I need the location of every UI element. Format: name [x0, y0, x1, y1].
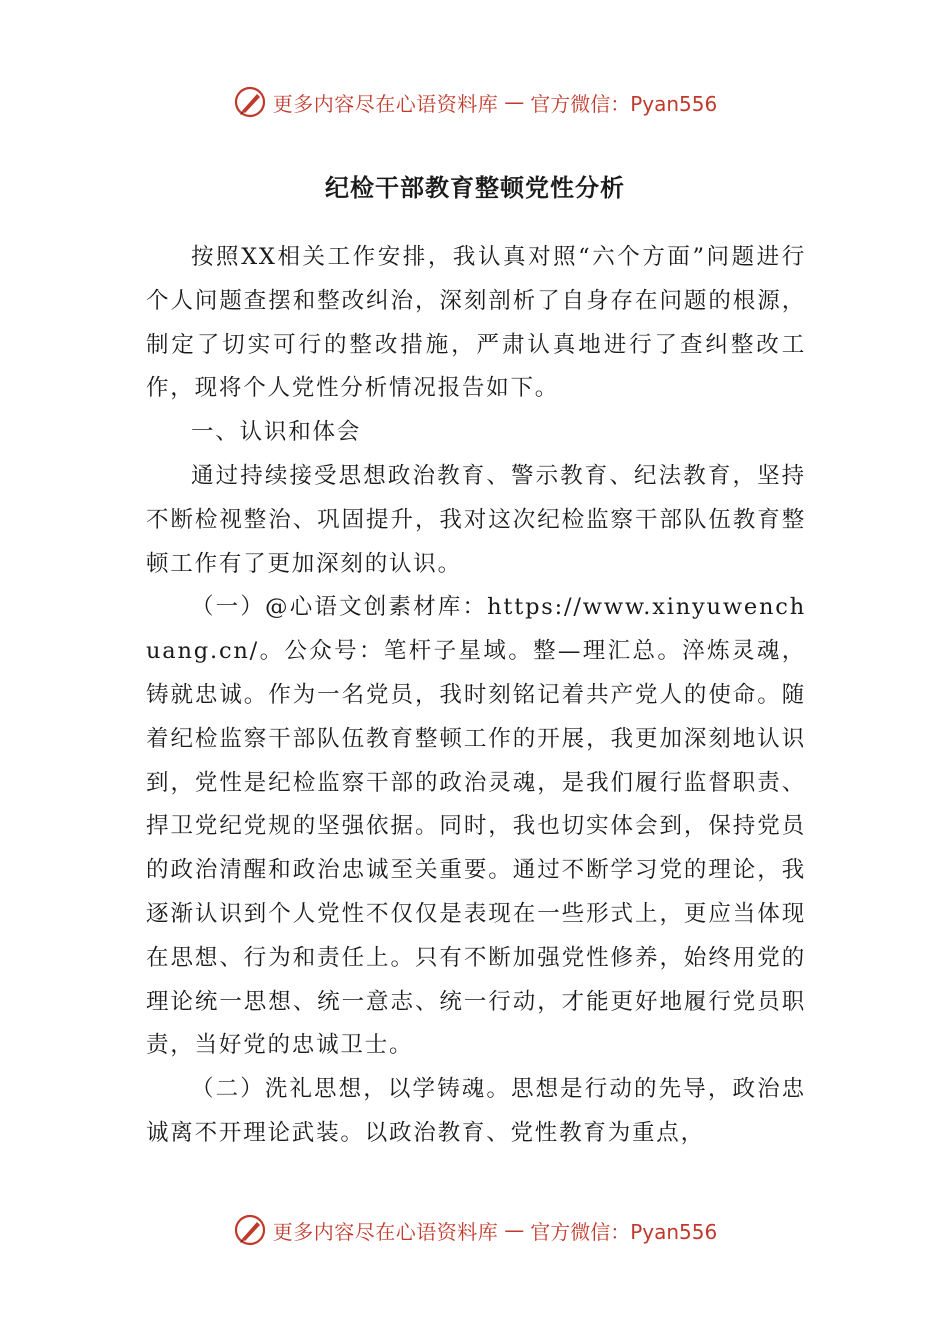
document-title: 纪检干部教育整顿党性分析 [325, 174, 625, 202]
document-body [146, 236, 806, 1156]
watermark-wechat: 官方微信：Pyan556 [530, 1219, 718, 1244]
footer-watermark [0, 1210, 950, 1250]
paragraph-understanding: 通过持续接受思想政治教育、警示教育、纪法教育，坚持不断检视整治、巩固提升，我对这次纪检监察干部队伍教育整顿工作有了更加深刻的认识。 [146, 462, 806, 577]
pen-logo-icon [233, 1213, 267, 1247]
watermark-separator: — [504, 1218, 525, 1242]
paragraph-point-two: （二）洗礼思想，以学铸魂。思想是行动的先导，政治忠诚离不开理论武装。以政治教育、党性教育为重点， [146, 1076, 806, 1146]
watermark-separator: — [504, 90, 525, 114]
paragraph-intro: 按照XX相关工作安排，我认真对照“六个方面”问题进行个人问题查摆和整改纠治，深刻剖析了自身存在问题的根源，制定了切实可行的整改措施，严肃认真地进行了查纠整改工作，现将个人党性分析情况报告如下。 [146, 244, 806, 402]
watermark-wechat: 官方微信：Pyan556 [530, 91, 718, 116]
watermark-text: 更多内容尽在心语资料库 [272, 1219, 499, 1244]
header-watermark [0, 82, 950, 122]
pen-logo-icon [233, 85, 267, 119]
watermark-text: 更多内容尽在心语资料库 [272, 91, 499, 116]
section-heading: 一、认识和体会 [191, 419, 362, 446]
paragraph-point-one: （一）@心语文创素材库：https://www.xinyuwenchuang.cn/。公众号：笔杆子星域。整—理汇总。淬炼灵魂，铸就忠诚。作为一名党员，我时刻铭记着共产党人的使命。随着纪检监察干部队伍教育整顿工作的开展，我更加深刻地认识到，党性是纪检监察干部的政治灵魂，是我们履行监督职责、捍卫党纪党规的坚强依据。同时，我也切实体会到，保持党员的政治清醒和政治忠诚至关重要。通过不断学习党的理论，我逐渐认识到个人党性不仅仅是表现在一些形式上，更应当体现在思想、行为和责任上。只有不断加强党性修养，始终用党的理论统一思想、统一意志、统一行动，才能更好地履行党员职责，当好党的忠诚卫士。 [146, 594, 806, 1059]
